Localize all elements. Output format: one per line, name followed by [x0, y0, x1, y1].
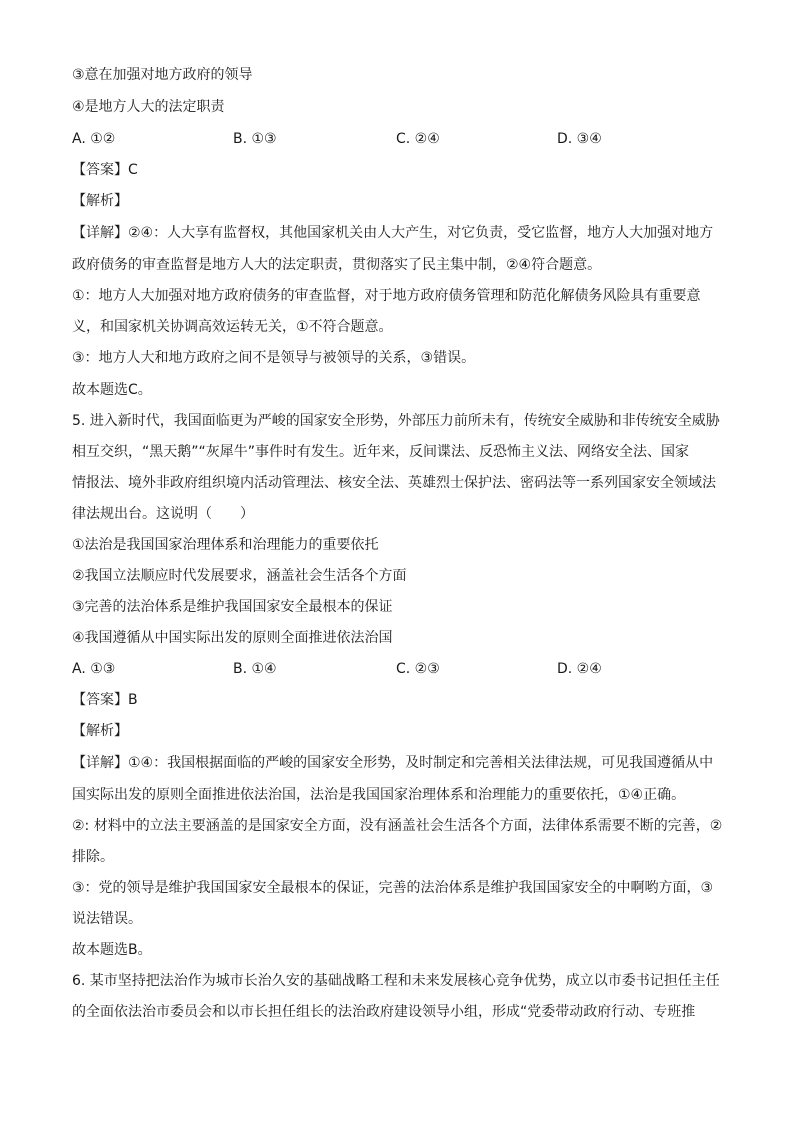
q5-answer: 【答案】B — [72, 692, 138, 708]
q4-item-3: ③意在加强对地方政府的领导 — [72, 67, 253, 83]
q5-detail-line-6: 说法错误。 — [72, 911, 142, 927]
q4-detail-line-4: 义，和国家机关协调高效运转无关，①不符合题意。 — [72, 319, 393, 335]
q4-detail-line-5: ③：地方人大和地方政府之间不是领导与被领导的关系，③错误。 — [72, 350, 476, 366]
q4-analysis-title: 【解析】 — [72, 193, 128, 209]
q5-detail-line-3: ②: 材料中的立法主要涵盖的是国家安全方面，没有涵盖社会生活各个方面，法律体系需要不断的完善，② — [72, 818, 723, 834]
q5-stem-line-3: 情报法、境外非政府组织境内活动管理法、核安全法、英雄烈士保护法、密码法等一系列国家安全领域法 — [72, 475, 716, 491]
q5-analysis-title: 【解析】 — [72, 723, 128, 739]
q5-stem-line-2: 相互交织，“黑天鹅”“灰犀牛”事件时有发生。近年来，反间谍法、反恐怖主义法、网络安全法、国家 — [72, 444, 690, 460]
q5-option-d[interactable]: D. ②④ — [557, 661, 602, 677]
q4-conclusion: 故本题选C。 — [72, 382, 152, 398]
q5-conclusion: 故本题选B。 — [72, 942, 152, 958]
q5-stem-line-1: 5. 进入新时代，我国面临更为严峻的国家安全形势，外部压力前所未有，传统安全威胁和非传统安全威胁 — [72, 413, 720, 429]
q6-stem-line-2: 的全面依法治市委员会和以市长担任组长的法治政府建设领导小组，形成“党委带动政府行动、专班推 — [72, 1004, 696, 1020]
q5-option-c[interactable]: C. ②③ — [396, 661, 440, 677]
q5-stem-line-4: 律法规出台。这说明（ ） — [72, 506, 254, 522]
q5-item-1: ①法治是我国国家治理体系和治理能力的重要依托 — [72, 537, 379, 553]
q4-option-c[interactable]: C. ②④ — [396, 131, 440, 147]
q4-option-b[interactable]: B. ①③ — [233, 131, 277, 147]
q6-stem-line-1: 6. 某市坚持把法治作为城市长治久安的基础战略工程和未来发展核心竞争优势，成立以市委书记担任主任 — [72, 973, 720, 989]
q5-detail-line-5: ③：党的领导是维护我国国家安全最根本的保证，完善的法治体系是维护我国国家安全的中啊哟方面，③ — [72, 880, 714, 896]
q4-option-a[interactable]: A. ①② — [72, 131, 116, 147]
q4-detail-line-2: 政府债务的审查监督是地方人大的法定职责，贯彻落实了民主集中制，②④符合题意。 — [72, 257, 602, 273]
q5-item-4: ④我国遵循从中国实际出发的原则全面推进依法治国 — [72, 630, 393, 646]
q5-option-a[interactable]: A. ①③ — [72, 661, 116, 677]
q4-item-4: ④是地方人大的法定职责 — [72, 99, 225, 115]
q5-detail-line-2: 国实际出发的原则全面推进依法治国，法治是我国国家治理体系和治理能力的重要依托，①④正确。 — [72, 787, 686, 803]
q5-item-2: ②我国立法顺应时代发展要求，涵盖社会生活各个方面 — [72, 568, 407, 584]
q4-detail-line-3: ①：地方人大加强对地方政府债务的审查监督，对于地方政府债务管理和防范化解债务风险具有重要意 — [72, 288, 701, 304]
q4-answer: 【答案】C — [72, 162, 138, 178]
q4-option-d[interactable]: D. ③④ — [557, 131, 602, 147]
q5-detail-line-4: 排除。 — [72, 849, 114, 865]
q4-detail-line-1: 【详解】②④：人大享有监督权，其他国家机关由人大产生，对它负责，受它监督，地方人大加强对地方 — [72, 225, 714, 241]
q5-item-3: ③完善的法治体系是维护我国国家安全最根本的保证 — [72, 599, 393, 615]
q5-detail-line-1: 【详解】①④：我国根据面临的严峻的国家安全形势，及时制定和完善相关法律法规，可见我国遵循从中 — [72, 755, 714, 771]
q5-option-b[interactable]: B. ①④ — [233, 661, 277, 677]
